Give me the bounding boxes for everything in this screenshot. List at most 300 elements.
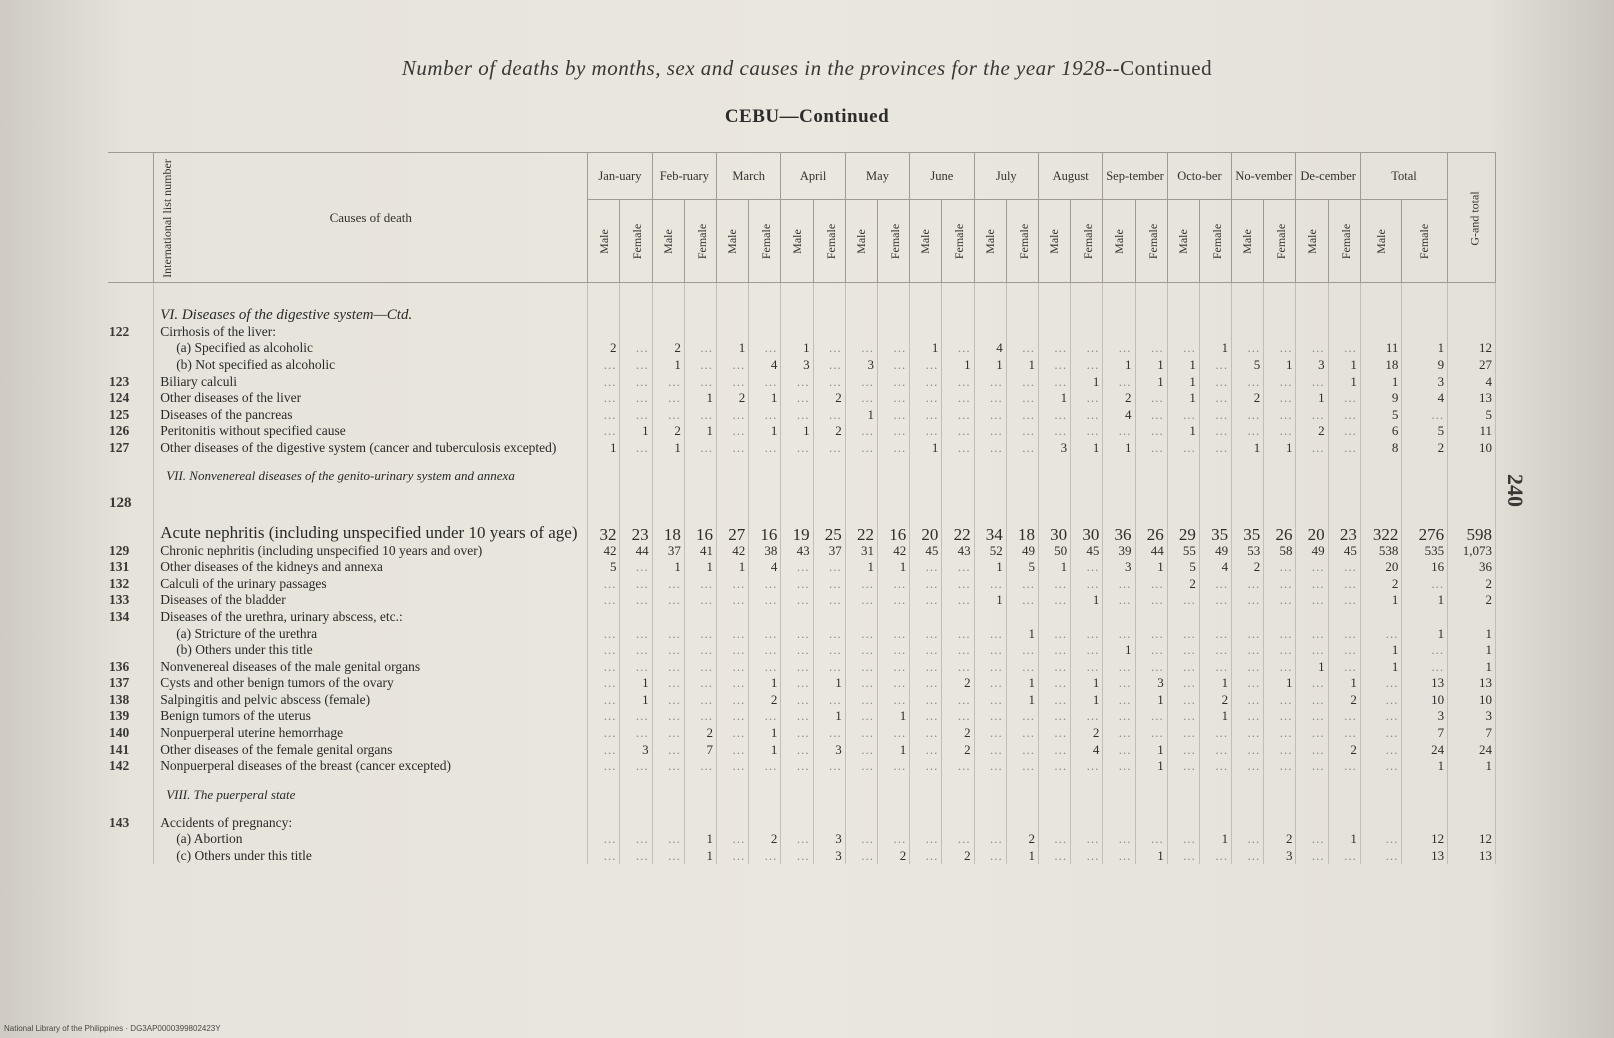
value-cell: ...: [652, 658, 684, 675]
value-cell: ...: [813, 439, 845, 456]
value-cell: [652, 323, 684, 340]
empty-cell: [781, 774, 813, 814]
header-female-5: [942, 200, 974, 283]
header-month-3: April: [781, 153, 845, 200]
value-cell: [942, 323, 974, 340]
value-cell: 2: [1264, 831, 1296, 848]
value-cell: 42: [717, 542, 749, 559]
value-cell: ...: [845, 757, 877, 774]
value-cell: 1: [1006, 847, 1038, 864]
value-cell: 30: [1038, 496, 1070, 542]
value-cell: 24: [1402, 741, 1448, 758]
value-cell: ...: [717, 724, 749, 741]
value-cell: ...: [781, 575, 813, 592]
empty-cell: [1402, 774, 1448, 814]
value-cell: [1038, 814, 1070, 831]
header-female-10: [1264, 200, 1296, 283]
value-cell: ...: [877, 575, 909, 592]
value-cell: ...: [1296, 558, 1328, 575]
value-cell: 1: [1038, 558, 1070, 575]
header-female-label: Female: [823, 223, 838, 260]
value-cell: 12: [1448, 831, 1496, 848]
row-code: [108, 641, 154, 658]
value-cell: ...: [1232, 641, 1264, 658]
row-code: 128: [108, 496, 154, 542]
value-cell: [1296, 608, 1328, 625]
value-cell: [1199, 608, 1231, 625]
value-cell: ...: [684, 691, 716, 708]
value-cell: ...: [717, 406, 749, 423]
row-code: 139: [108, 708, 154, 725]
value-cell: ...: [1006, 592, 1038, 609]
value-cell: 38: [749, 542, 781, 559]
value-cell: [1038, 323, 1070, 340]
value-cell: [620, 608, 652, 625]
value-cell: ...: [974, 691, 1006, 708]
cause-label: Diseases of the pancreas: [154, 406, 588, 423]
cause-label: Accidents of pregnancy:: [154, 814, 588, 831]
value-cell: ...: [1006, 708, 1038, 725]
value-cell: ...: [813, 558, 845, 575]
value-cell: 29: [1167, 496, 1199, 542]
table-row: [108, 625, 1496, 642]
value-cell: ...: [1006, 575, 1038, 592]
value-cell: 1: [652, 356, 684, 373]
header-female-label: Female: [1016, 223, 1031, 260]
value-cell: ...: [1232, 675, 1264, 692]
value-cell: 1: [1360, 592, 1402, 609]
value-cell: ...: [781, 592, 813, 609]
table-row: [108, 389, 1496, 406]
value-cell: 45: [1328, 542, 1360, 559]
header-female-label: Female: [1210, 223, 1225, 260]
value-cell: 1: [1264, 675, 1296, 692]
row-code: 131: [108, 558, 154, 575]
value-cell: ...: [1038, 847, 1070, 864]
value-cell: ...: [1199, 389, 1231, 406]
value-cell: ...: [942, 340, 974, 357]
value-cell: 13: [1448, 675, 1496, 692]
value-cell: ...: [1402, 641, 1448, 658]
table-row: [108, 708, 1496, 725]
value-cell: ...: [845, 724, 877, 741]
value-cell: 1: [684, 558, 716, 575]
value-cell: [877, 323, 909, 340]
empty-cell: [1328, 456, 1360, 496]
value-cell: ...: [1199, 406, 1231, 423]
value-cell: ...: [1360, 625, 1402, 642]
value-cell: ...: [717, 741, 749, 758]
value-cell: ...: [1135, 625, 1167, 642]
empty-cell: [910, 774, 942, 814]
value-cell: ...: [1006, 439, 1038, 456]
value-cell: 1: [1448, 625, 1496, 642]
section-heading: VIII. The puerperal state: [154, 774, 588, 814]
value-cell: ...: [749, 406, 781, 423]
cause-label: (b) Not specified as alcoholic: [154, 356, 588, 373]
value-cell: 1: [684, 847, 716, 864]
value-cell: 7: [1402, 724, 1448, 741]
value-cell: [1448, 814, 1496, 831]
value-cell: [1103, 323, 1135, 340]
value-cell: [1402, 814, 1448, 831]
value-cell: ...: [588, 641, 620, 658]
value-cell: [1328, 608, 1360, 625]
value-cell: ...: [620, 439, 652, 456]
value-cell: ...: [1199, 641, 1231, 658]
row-code: 129: [108, 542, 154, 559]
value-cell: 34: [974, 496, 1006, 542]
cause-label: Other diseases of the liver: [154, 389, 588, 406]
value-cell: ...: [1296, 757, 1328, 774]
cause-label: Salpingitis and pelvic abscess (female): [154, 691, 588, 708]
value-cell: ...: [1199, 592, 1231, 609]
header-male-label: Male: [853, 229, 868, 254]
value-cell: 2: [942, 741, 974, 758]
value-cell: [1360, 608, 1402, 625]
cause-label: Diseases of the bladder: [154, 592, 588, 609]
value-cell: [717, 608, 749, 625]
header-female-2: [749, 200, 781, 283]
value-cell: ...: [1402, 575, 1448, 592]
table-row: [108, 724, 1496, 741]
value-cell: ...: [1264, 406, 1296, 423]
value-cell: 1: [974, 356, 1006, 373]
value-cell: 49: [1006, 542, 1038, 559]
value-cell: ...: [813, 757, 845, 774]
empty-cell: [620, 774, 652, 814]
value-cell: ...: [1232, 340, 1264, 357]
value-cell: 3: [1264, 847, 1296, 864]
table-row: [108, 814, 1496, 831]
value-cell: ...: [1296, 406, 1328, 423]
table-row: [108, 340, 1496, 357]
value-cell: 3: [1402, 708, 1448, 725]
value-cell: [1402, 323, 1448, 340]
value-cell: 5: [1167, 558, 1199, 575]
value-cell: ...: [1232, 423, 1264, 440]
value-cell: ...: [1103, 625, 1135, 642]
table-row: [108, 373, 1496, 390]
value-cell: 1: [877, 558, 909, 575]
value-cell: ...: [588, 691, 620, 708]
value-cell: ...: [910, 708, 942, 725]
value-cell: ...: [1135, 575, 1167, 592]
value-cell: ...: [588, 592, 620, 609]
value-cell: [974, 608, 1006, 625]
empty-cell: [684, 283, 716, 324]
value-cell: ...: [652, 847, 684, 864]
value-cell: 22: [845, 496, 877, 542]
value-cell: [749, 323, 781, 340]
value-cell: ...: [781, 406, 813, 423]
value-cell: 30: [1071, 496, 1103, 542]
value-cell: [974, 814, 1006, 831]
value-cell: 9: [1402, 356, 1448, 373]
value-cell: 3: [813, 831, 845, 848]
value-cell: 10: [1402, 691, 1448, 708]
value-cell: [1167, 814, 1199, 831]
value-cell: ...: [1360, 741, 1402, 758]
cause-label: (c) Others under this title: [154, 847, 588, 864]
value-cell: ...: [1199, 356, 1231, 373]
value-cell: 18: [1360, 356, 1402, 373]
value-cell: 12: [1448, 340, 1496, 357]
value-cell: [1006, 608, 1038, 625]
value-cell: [1232, 608, 1264, 625]
value-cell: ...: [942, 691, 974, 708]
value-cell: ...: [1071, 406, 1103, 423]
value-cell: ...: [620, 592, 652, 609]
value-cell: ...: [1328, 389, 1360, 406]
value-cell: ...: [1296, 831, 1328, 848]
value-cell: ...: [1232, 406, 1264, 423]
value-cell: ...: [1167, 757, 1199, 774]
empty-cell: [588, 283, 620, 324]
header-month-10: No-vember: [1232, 153, 1296, 200]
value-cell: ...: [1006, 423, 1038, 440]
value-cell: 4: [1448, 373, 1496, 390]
table-row: [108, 757, 1496, 774]
value-cell: [974, 323, 1006, 340]
value-cell: 1: [1071, 691, 1103, 708]
row-code: 126: [108, 423, 154, 440]
cause-label: Other diseases of the female genital organs: [154, 741, 588, 758]
header-male-label: Male: [1111, 229, 1126, 254]
value-cell: 1: [1402, 592, 1448, 609]
value-cell: 1: [1328, 831, 1360, 848]
value-cell: ...: [1296, 592, 1328, 609]
value-cell: 2: [877, 847, 909, 864]
value-cell: ...: [684, 406, 716, 423]
value-cell: 3: [781, 356, 813, 373]
value-cell: ...: [910, 741, 942, 758]
value-cell: ...: [877, 356, 909, 373]
header-female-12: [1402, 200, 1448, 283]
header-male-label: Male: [660, 229, 675, 254]
row-code: [108, 456, 154, 496]
cause-label: (a) Specified as alcoholic: [154, 340, 588, 357]
value-cell: ...: [1232, 658, 1264, 675]
value-cell: ...: [1264, 708, 1296, 725]
value-cell: ...: [684, 757, 716, 774]
value-cell: ...: [620, 575, 652, 592]
empty-cell: [1232, 283, 1264, 324]
empty-cell: [1448, 774, 1496, 814]
value-cell: ...: [1135, 592, 1167, 609]
header-male-label: Male: [1175, 229, 1190, 254]
value-cell: ...: [684, 641, 716, 658]
value-cell: ...: [717, 439, 749, 456]
value-cell: 4: [1402, 389, 1448, 406]
value-cell: [1071, 323, 1103, 340]
empty-cell: [845, 774, 877, 814]
value-cell: 20: [910, 496, 942, 542]
value-cell: 55: [1167, 542, 1199, 559]
value-cell: 1: [1006, 675, 1038, 692]
empty-cell: [1135, 283, 1167, 324]
value-cell: 1: [1232, 439, 1264, 456]
header-female-label: Female: [1417, 223, 1432, 260]
value-cell: ...: [845, 675, 877, 692]
value-cell: ...: [877, 340, 909, 357]
value-cell: 1: [1448, 757, 1496, 774]
value-cell: ...: [1103, 847, 1135, 864]
value-cell: ...: [652, 691, 684, 708]
value-cell: ...: [845, 389, 877, 406]
value-cell: 1: [684, 423, 716, 440]
value-cell: [1296, 814, 1328, 831]
value-cell: ...: [942, 389, 974, 406]
value-cell: 538: [1360, 542, 1402, 559]
value-cell: ...: [620, 625, 652, 642]
row-code: 133: [108, 592, 154, 609]
value-cell: ...: [910, 356, 942, 373]
value-cell: 36: [1448, 558, 1496, 575]
value-cell: ...: [781, 641, 813, 658]
empty-cell: [717, 283, 749, 324]
value-cell: 1: [910, 439, 942, 456]
empty-cell: [781, 456, 813, 496]
value-cell: [684, 814, 716, 831]
value-cell: 42: [877, 542, 909, 559]
value-cell: ...: [1296, 675, 1328, 692]
value-cell: ...: [942, 658, 974, 675]
value-cell: ...: [974, 423, 1006, 440]
empty-cell: [813, 774, 845, 814]
value-cell: ...: [652, 406, 684, 423]
value-cell: ...: [620, 724, 652, 741]
value-cell: ...: [1167, 340, 1199, 357]
value-cell: 2: [1328, 691, 1360, 708]
header-female-label: Female: [952, 223, 967, 260]
deaths-table-wrapper: [108, 152, 1496, 972]
value-cell: 1: [845, 558, 877, 575]
empty-cell: [1264, 456, 1296, 496]
value-cell: ...: [1264, 724, 1296, 741]
value-cell: ...: [1232, 757, 1264, 774]
value-cell: 23: [1328, 496, 1360, 542]
value-cell: 22: [942, 496, 974, 542]
value-cell: ...: [1038, 625, 1070, 642]
value-cell: [1296, 323, 1328, 340]
value-cell: ...: [845, 641, 877, 658]
value-cell: ...: [781, 708, 813, 725]
header-male-8: [1103, 200, 1135, 283]
deaths-table: [108, 152, 1496, 864]
value-cell: 322: [1360, 496, 1402, 542]
value-cell: ...: [942, 439, 974, 456]
value-cell: ...: [620, 558, 652, 575]
value-cell: 1: [1199, 340, 1231, 357]
empty-cell: [1402, 283, 1448, 324]
value-cell: ...: [1038, 406, 1070, 423]
value-cell: ...: [845, 575, 877, 592]
value-cell: ...: [652, 724, 684, 741]
value-cell: [813, 814, 845, 831]
value-cell: ...: [1360, 675, 1402, 692]
value-cell: ...: [910, 675, 942, 692]
header-month-0: Jan-uary: [588, 153, 652, 200]
table-row: [108, 641, 1496, 658]
value-cell: ...: [684, 708, 716, 725]
value-cell: [684, 608, 716, 625]
value-cell: ...: [1232, 625, 1264, 642]
empty-cell: [1264, 283, 1296, 324]
value-cell: ...: [1071, 423, 1103, 440]
value-cell: 276: [1402, 496, 1448, 542]
value-cell: ...: [749, 847, 781, 864]
empty-cell: [877, 774, 909, 814]
value-cell: 2: [588, 340, 620, 357]
value-cell: ...: [942, 625, 974, 642]
value-cell: ...: [877, 641, 909, 658]
value-cell: ...: [781, 373, 813, 390]
value-cell: ...: [749, 708, 781, 725]
header-code-column: [108, 153, 174, 283]
value-cell: ...: [1038, 675, 1070, 692]
value-cell: ...: [1103, 373, 1135, 390]
value-cell: ...: [845, 741, 877, 758]
value-cell: 3: [1296, 356, 1328, 373]
value-cell: ...: [845, 439, 877, 456]
header-female-0: [620, 200, 652, 283]
table-row: [108, 847, 1496, 864]
value-cell: 1: [813, 708, 845, 725]
empty-cell: [1360, 456, 1402, 496]
value-cell: ...: [1038, 757, 1070, 774]
value-cell: [1448, 323, 1496, 340]
value-cell: ...: [942, 831, 974, 848]
value-cell: ...: [684, 373, 716, 390]
value-cell: ...: [942, 708, 974, 725]
value-cell: 1: [1103, 356, 1135, 373]
table-row: [108, 406, 1496, 423]
value-cell: 13: [1402, 847, 1448, 864]
header-female-3: [813, 200, 845, 283]
value-cell: ...: [588, 675, 620, 692]
value-cell: ...: [1199, 625, 1231, 642]
cause-label: Diseases of the urethra, urinary abscess, etc.:: [154, 608, 588, 625]
header-female-label: Female: [1145, 223, 1160, 260]
value-cell: [1360, 814, 1402, 831]
value-cell: 37: [652, 542, 684, 559]
value-cell: ...: [910, 757, 942, 774]
value-cell: [1264, 814, 1296, 831]
value-cell: ...: [620, 831, 652, 848]
value-cell: ...: [813, 592, 845, 609]
value-cell: ...: [1199, 741, 1231, 758]
value-cell: ...: [974, 757, 1006, 774]
value-cell: ...: [1264, 741, 1296, 758]
value-cell: ...: [620, 641, 652, 658]
value-cell: ...: [620, 340, 652, 357]
cause-label: Nonpuerperal diseases of the breast (cancer excepted): [154, 757, 588, 774]
value-cell: ...: [974, 439, 1006, 456]
value-cell: [910, 814, 942, 831]
empty-cell: [620, 283, 652, 324]
cause-label: Other diseases of the kidneys and annexa: [154, 558, 588, 575]
value-cell: ...: [1328, 724, 1360, 741]
value-cell: ...: [877, 406, 909, 423]
header-female-11: [1328, 200, 1360, 283]
value-cell: ...: [1264, 592, 1296, 609]
header-month-11: De-cember: [1296, 153, 1360, 200]
value-cell: ...: [588, 757, 620, 774]
value-cell: ...: [717, 625, 749, 642]
empty-cell: [1328, 774, 1360, 814]
table-row: [108, 323, 1496, 340]
